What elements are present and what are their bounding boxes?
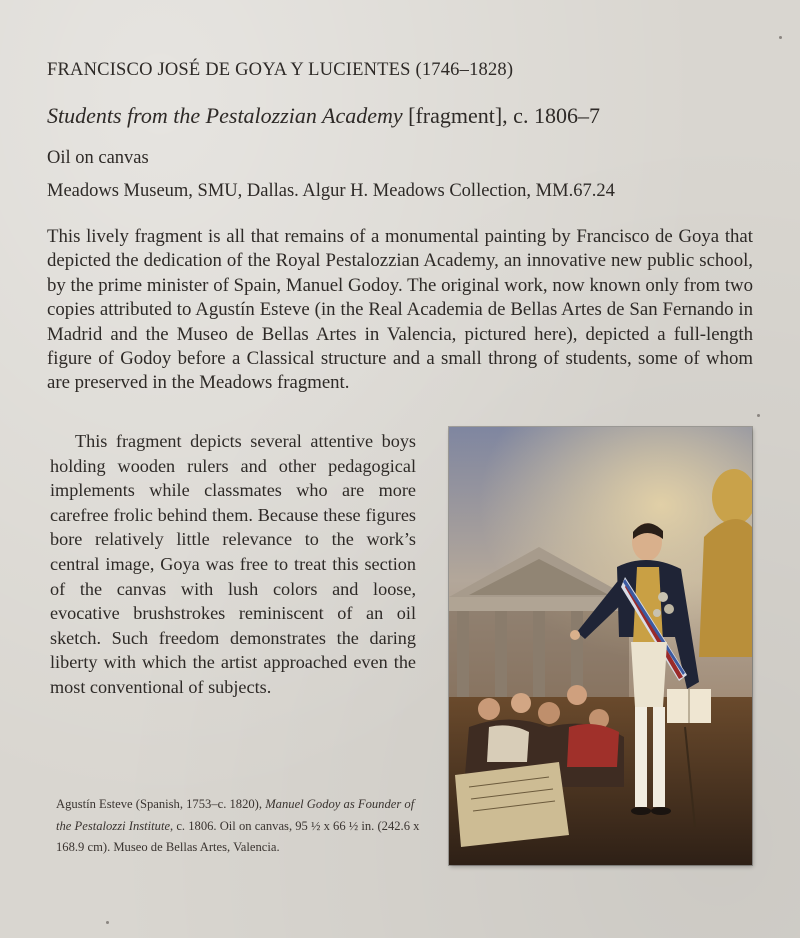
caption-title: Manuel Godoy as Founder of the Pestalozzi Institute: [56, 797, 415, 833]
painting-image: [449, 427, 752, 865]
artwork-title-rest: [fragment], c. 1806–7: [402, 103, 600, 128]
caption-details: , c. 1806. Oil on canvas, 95 ½ x 66 ½ in. (242.6 x 168.9 cm). Museo de Bellas Artes, Valencia.: [56, 818, 420, 854]
artist-heading: FRANCISCO JOSÉ DE GOYA Y LUCIENTES (1746–1828): [47, 60, 514, 80]
artwork-title-italic: Students from the Pestalozzian Academy: [47, 103, 403, 128]
body-paragraph-1: This lively fragment is all that remains of a monumental painting by Francisco de Goya that depicted the dedication of the Royal Pestalozzian Academy, an innovative new public school, by the prime minister of Spain, Manuel Godoy. The original work, now known only from two copies attributed to Agustín Esteve (in the Real Academia de Bellas Artes de San Fernando in Madrid and the Museo de Bellas Artes in Valencia, pictured here), depicted a full-length figure of Godoy before a Classical structure and a small throng of students, some of whom are preserved in the Meadows fragment.: [47, 226, 753, 394]
wall-mark-dot: [757, 414, 760, 417]
wall-mark-dot: [106, 921, 109, 924]
body-paragraph-2: This fragment depicts several attentive boys holding wooden rulers and other pedagogical implements while classmates who are more carefree frolic behind them. Because these figures bore relatively little relevance to the work’s central image, Goya was free to treat this section of the canvas with lush colors and loose, evocative brushstrokes reminiscent of an oil sketch. Such freedom demonstrates the daring liberty with which the artist approached even the most conventional of subjects.: [50, 431, 416, 697]
caption-artist: Agustín Esteve (Spanish, 1753–c. 1820),: [56, 797, 266, 811]
image-caption: [56, 794, 420, 859]
artwork-medium: Oil on canvas: [47, 148, 149, 168]
artwork-title: [47, 103, 600, 129]
artwork-collection: Meadows Museum, SMU, Dallas. Algur H. Meadows Collection, MM.67.24: [47, 181, 615, 201]
wall-mark-dot: [779, 36, 782, 39]
